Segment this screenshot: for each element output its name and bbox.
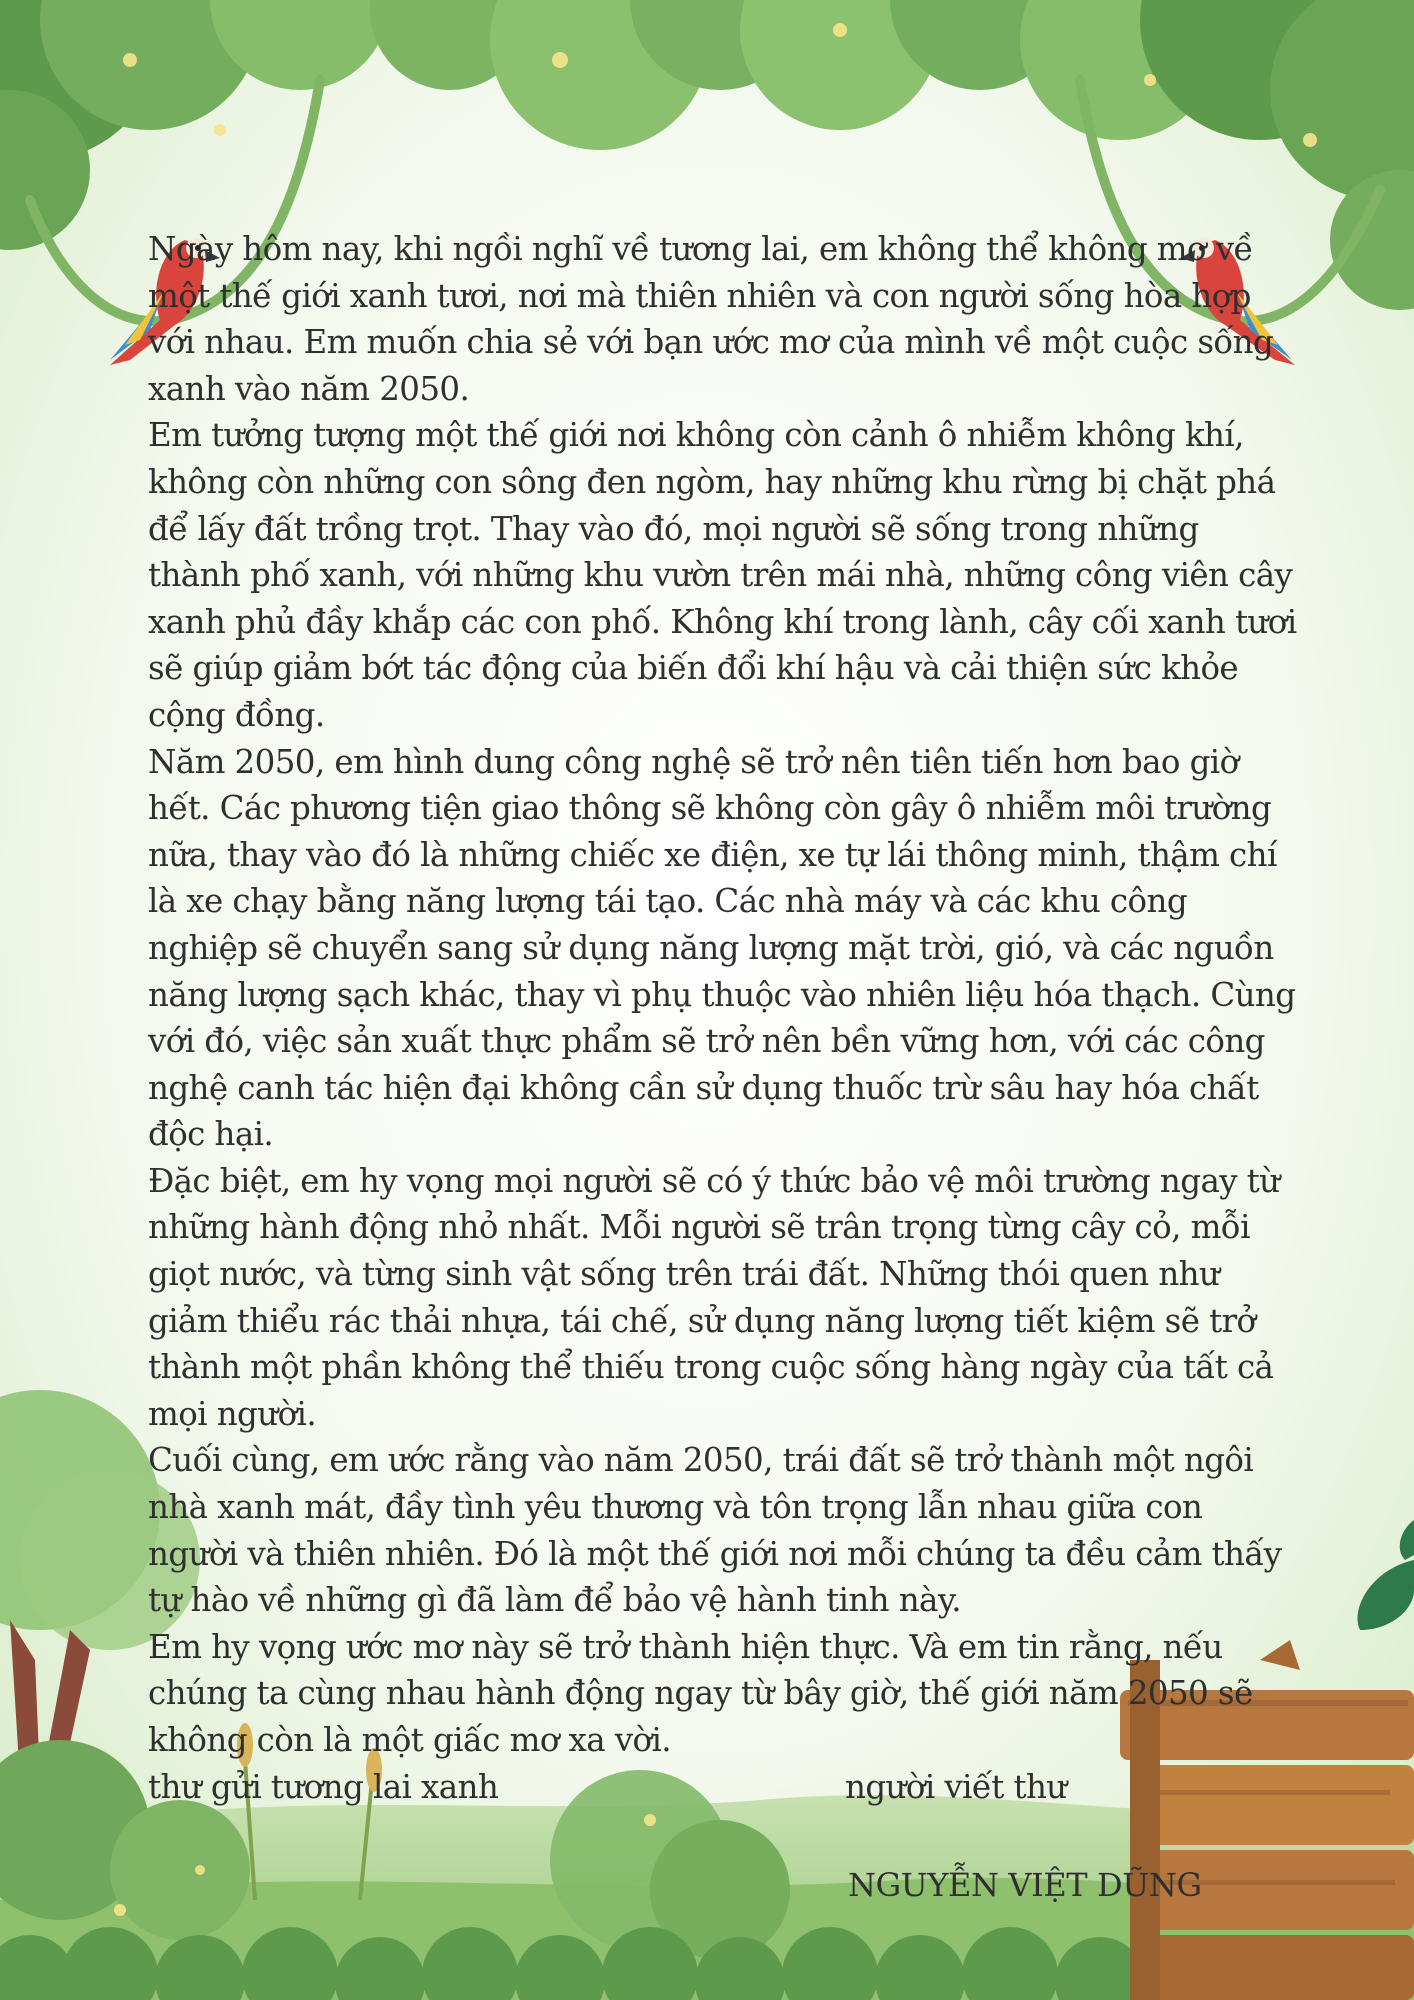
paragraph-1: Ngày hôm nay, khi ngồi nghĩ về tương lai, em không thể không mơ về một thế giới xanh tươi, nơi mà thiên nhiên và con người sống hòa hợp với nhau. Em muốn chia sẻ với bạn ước mơ của mình về một cuộc sống xanh vào năm 2050. (148, 230, 1274, 408)
writer-label: người viết thư (845, 1768, 1067, 1806)
paragraph-2: Em tưởng tượng một thế giới nơi không còn cảnh ô nhiễm không khí, không còn những con sông đen ngòm, hay những khu rừng bị chặt phá để lấy đất trồng trọt. Thay vào đó, mọi người sẽ sống trong những thành phố xanh, với những khu vườn trên mái nhà, những công viên cây xanh phủ đầy khắp các con phố. Không khí trong lành, cây cối xanh tươi sẽ giúp giảm bớt tác động của biến đổi khí hậu và cải thiện sức khỏe cộng đồng. (148, 416, 1297, 734)
author-name: NGUYỄN VIỆT DŨNG (848, 1866, 1202, 1904)
closing-label: thư gửi tương lai xanh (148, 1768, 499, 1806)
paragraph-5: Cuối cùng, em ước rằng vào năm 2050, trái đất sẽ trở thành một ngôi nhà xanh mát, đầy tình yêu thương và tôn trọng lẫn nhau giữa con người và thiên nhiên. Đó là một thế giới nơi mỗi chúng ta đều cảm thấy tự hào về những gì đã làm để bảo vệ hành tinh này. (148, 1441, 1282, 1620)
letter-body (148, 226, 1298, 1764)
paragraph-6: Em hy vọng ước mơ này sẽ trở thành hiện thực. Và em tin rằng, nếu chúng ta cùng nhau hành động ngay từ bây giờ, thế giới năm 2050 sẽ không còn là một giấc mơ xa vời. (148, 1627, 1253, 1759)
paragraph-4: Đặc biệt, em hy vọng mọi người sẽ có ý thức bảo vệ môi trường ngay từ những hành động nhỏ nhất. Mỗi người sẽ trân trọng từng cây cỏ, mỗi giọt nước, và từng sinh vật sống trên trái đất. Những thói quen như giảm thiểu rác thải nhựa, tái chế, sử dụng năng lượng tiết kiệm sẽ trở thành một phần không thể thiếu trong cuộc sống hàng ngày của tất cả mọi người. (148, 1161, 1280, 1433)
paragraph-3: Năm 2050, em hình dung công nghệ sẽ trở nên tiên tiến hơn bao giờ hết. Các phương tiện giao thông sẽ không còn gây ô nhiễm môi trường nữa, thay vào đó là những chiếc xe điện, xe tự lái thông minh, thậm chí là xe chạy bằng năng lượng tái tạo. Các nhà máy và các khu công nghiệp sẽ chuyển sang sử dụng năng lượng mặt trời, gió, và các nguồn năng lượng sạch khác, thay vì phụ thuộc vào nhiên liệu hóa thạch. Cùng với đó, việc sản xuất thực phẩm sẽ trở nên bền vững hơn, với các công nghệ canh tác hiện đại không cần sử dụng thuốc trừ sâu hay hóa chất độc hại. (148, 742, 1296, 1154)
